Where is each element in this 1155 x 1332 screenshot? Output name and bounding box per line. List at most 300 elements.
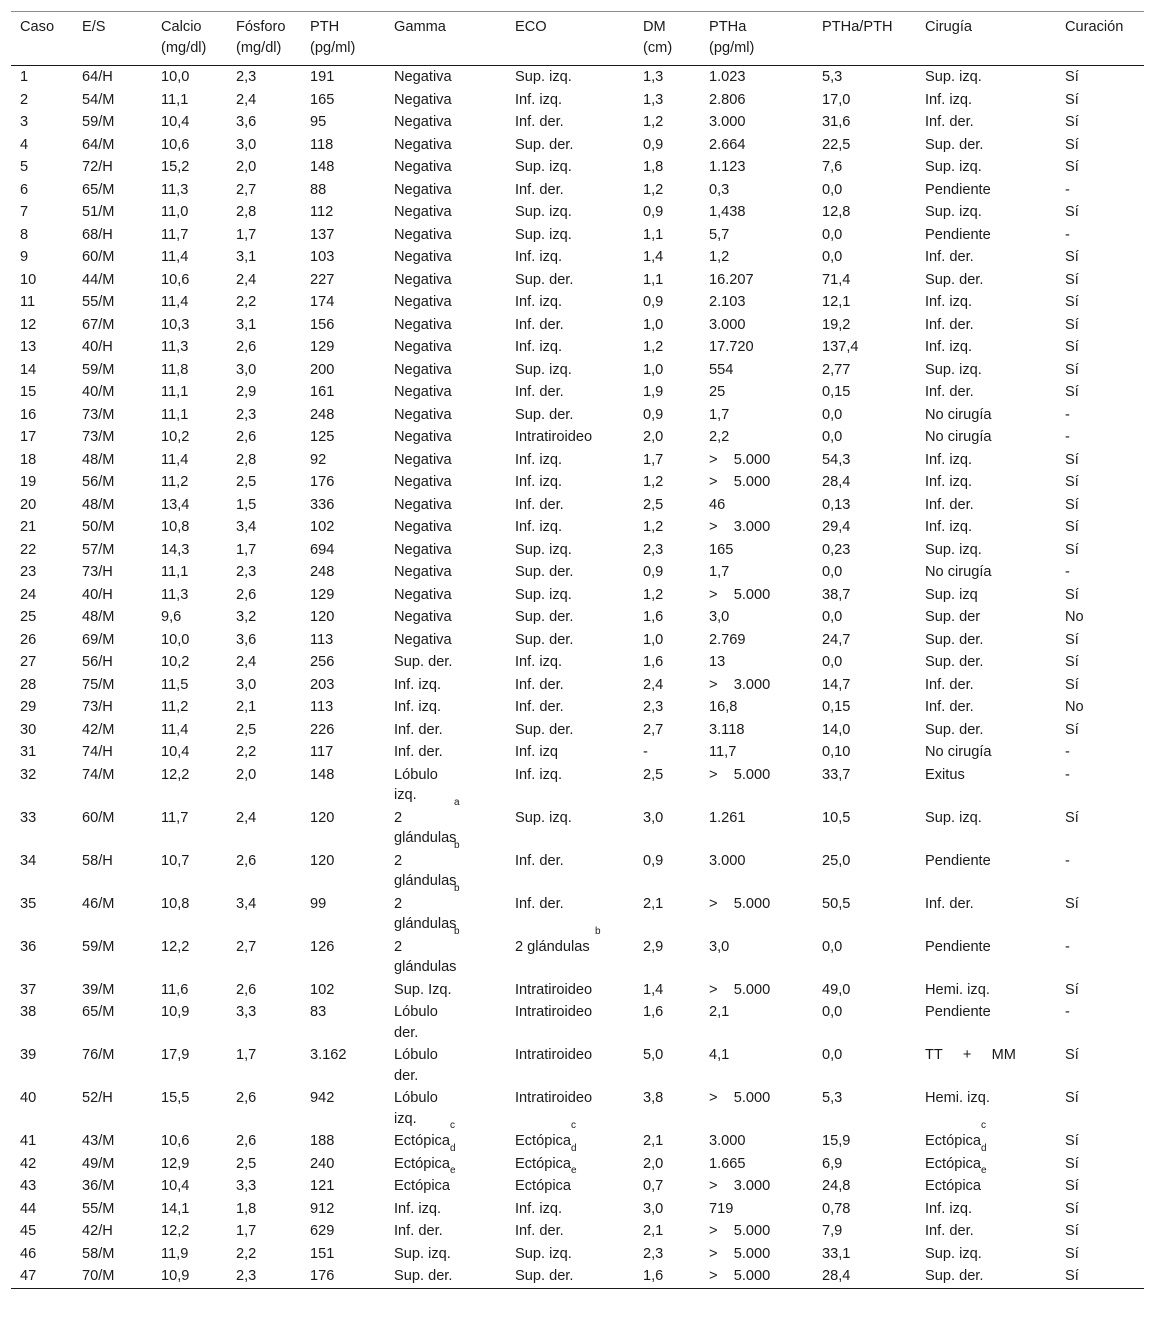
cell-gamma: Negativa (394, 384, 452, 400)
cell-ptha: > 5.000 (709, 1090, 771, 1106)
cell-curacion: Sí (1065, 249, 1079, 265)
cell-dm: 2,7 (643, 721, 664, 738)
cell-ptha: > 5.000 (709, 766, 771, 783)
cell-calcio: 11,6 (161, 981, 189, 998)
cell-caso: 40 (20, 1090, 37, 1106)
cell-curacion: Sí (1065, 1047, 1079, 1063)
cell-calcio: 10,6 (161, 136, 190, 153)
cell-fosforo: 2,7 (236, 938, 257, 955)
table-header (11, 12, 1144, 66)
cell-ratio: 38,7 (822, 586, 851, 603)
cell-dm: 1,6 (643, 1004, 664, 1020)
cell-cirugia: Inf. der. (925, 114, 974, 130)
cell-caso: 1 (20, 69, 29, 85)
cell-curacion: Sí (1065, 1223, 1079, 1239)
cell-fosforo: 3,0 (236, 136, 257, 153)
cell-ptha: 11,7 (709, 744, 737, 760)
table-row (11, 1087, 1144, 1130)
cell-dm: 1,7 (643, 451, 664, 468)
cell-calcio: 10,4 (161, 1178, 190, 1194)
column-unit: (mg/dl) (236, 40, 282, 56)
cell-eco: Inf. der. (515, 384, 564, 400)
cell-fosforo: 1,5 (236, 496, 257, 513)
cell-calcio: 13,4 (161, 496, 190, 513)
table-row (11, 1130, 1144, 1153)
cell-es: 67/M (82, 316, 115, 333)
cell-pth: 102 (310, 519, 335, 535)
cell-gamma: Negativa (394, 181, 452, 198)
cell-calcio: 10,7 (161, 852, 190, 869)
cell-ptha: > 3.000 (709, 676, 771, 693)
table-row (11, 66, 1144, 89)
cell-gamma: Negativa (394, 564, 452, 580)
cell-gamma: 2 glándulas$^b$ (394, 925, 460, 975)
column-header-fosforo (227, 12, 301, 66)
table-row (11, 449, 1144, 472)
cell-curacion: Sí (1065, 69, 1079, 85)
cell-curacion: Sí (1065, 895, 1079, 912)
cell-ptha: 165 (709, 541, 734, 558)
cell-caso: 31 (20, 744, 37, 760)
cell-curacion: Sí (1065, 1268, 1079, 1284)
cell-pth: 912 (310, 1200, 335, 1217)
table-row (11, 494, 1144, 517)
cell-ptha: 3,0 (709, 938, 730, 955)
cell-caso: 39 (20, 1047, 37, 1063)
cell-gamma: Lóbulo izq. (394, 766, 438, 803)
cell-caso: 27 (20, 654, 37, 670)
cell-fosforo: 2,4 (236, 809, 257, 826)
cell-pth: 3.162 (310, 1047, 347, 1063)
cell-caso: 7 (20, 204, 29, 220)
cell-gamma: Inf. izq. (394, 1200, 442, 1217)
cell-ratio: 49,0 (822, 981, 851, 998)
cell-es: 75/M (82, 676, 115, 693)
table-row (11, 629, 1144, 652)
cell-curacion: Sí (1065, 91, 1079, 108)
cell-eco: Sup. izq. (515, 69, 572, 85)
cell-fosforo: 3,3 (236, 1004, 257, 1020)
cell-caso: 22 (20, 541, 37, 558)
cell-dm: 0,9 (643, 406, 664, 423)
cell-ratio: 24,7 (822, 631, 851, 648)
cell-fosforo: 3,4 (236, 519, 257, 535)
cell-es: 64/M (82, 136, 115, 153)
cell-dm: 0,9 (643, 564, 664, 580)
cell-es: 73/M (82, 429, 115, 445)
cell-ratio: 17,0 (822, 91, 851, 108)
cell-eco: Inf. izq. (515, 519, 563, 535)
cell-calcio: 10,6 (161, 271, 190, 288)
cell-gamma: Lóbulo izq. (394, 1090, 438, 1127)
cell-cirugia: Hemi. izq. (925, 1090, 990, 1106)
column-header-gamma (385, 12, 506, 66)
cell-eco: Inf. der. (515, 181, 564, 198)
cell-dm: 2,0 (643, 429, 664, 445)
cell-caso: 38 (20, 1004, 37, 1020)
cell-fosforo: 2,3 (236, 564, 257, 580)
cell-gamma: Sup. der. (394, 654, 453, 670)
cell-eco: Intratiroideo (515, 1090, 593, 1106)
cell-curacion: No (1065, 699, 1084, 715)
results-table-container (11, 11, 1144, 1289)
cell-cirugia: Sup. der. (925, 1268, 984, 1284)
cell-caso: 6 (20, 181, 29, 198)
cell-caso: 25 (20, 609, 37, 625)
column-label: Fósforo (236, 19, 286, 35)
cell-cirugia: Sup. der. (925, 654, 984, 670)
cell-fosforo: 2,0 (236, 766, 257, 783)
cell-dm: 1,3 (643, 91, 664, 108)
table-row (11, 179, 1144, 202)
cell-pth: 129 (310, 339, 335, 355)
cell-dm: 3,0 (643, 809, 664, 826)
cell-pth: 629 (310, 1223, 335, 1239)
cell-ptha: 4,1 (709, 1047, 730, 1063)
cell-cirugia: No cirugía (925, 744, 992, 760)
cell-calcio: 11,3 (161, 339, 189, 355)
cell-ptha: 2.664 (709, 136, 746, 153)
cell-ratio: 0,0 (822, 1047, 843, 1063)
cell-dm: 5,0 (643, 1047, 664, 1063)
cell-fosforo: 2,6 (236, 981, 257, 998)
cell-eco: Inf. izq. (515, 1200, 563, 1217)
cell-pth: 226 (310, 721, 335, 738)
table-row (11, 156, 1144, 179)
cell-caso: 35 (20, 895, 37, 912)
cell-calcio: 11,7 (161, 809, 189, 826)
cell-caso: 14 (20, 361, 37, 378)
cell-ptha: 1,438 (709, 204, 746, 220)
footnote-marker: b (454, 839, 460, 851)
cell-es: 60/M (82, 249, 115, 265)
cell-ptha: 16.207 (709, 271, 754, 288)
cell-es: 59/M (82, 361, 115, 378)
cell-ratio: 0,0 (822, 429, 843, 445)
table-row (11, 674, 1144, 697)
cell-ratio: 5,3 (822, 1090, 843, 1106)
table-row (11, 606, 1144, 629)
cell-es: 58/H (82, 852, 113, 869)
cell-eco: Sup. izq. (515, 809, 572, 826)
cell-gamma: Negativa (394, 204, 452, 220)
cell-gamma: Negativa (394, 339, 452, 355)
cell-ptha: 17.720 (709, 339, 754, 355)
cell-ptha: > 5.000 (709, 474, 771, 490)
cell-ptha: 1.261 (709, 809, 746, 826)
cell-fosforo: 3,4 (236, 895, 257, 912)
table-row (11, 269, 1144, 292)
cell-ratio: 0,15 (822, 699, 851, 715)
cell-gamma: Negativa (394, 429, 452, 445)
cell-caso: 32 (20, 766, 37, 783)
cell-caso: 9 (20, 249, 29, 265)
cell-fosforo: 1,8 (236, 1200, 257, 1217)
cell-caso: 29 (20, 699, 37, 715)
cell-cirugia: Sup. der. (925, 136, 984, 153)
cell-es: 65/M (82, 1004, 115, 1020)
cell-ratio: 29,4 (822, 519, 851, 535)
cell-gamma: Negativa (394, 69, 452, 85)
cell-calcio: 15,2 (161, 159, 190, 175)
cell-dm: 1,3 (643, 69, 664, 85)
cell-calcio: 10,2 (161, 429, 190, 445)
cell-fosforo: 3,6 (236, 114, 257, 130)
cell-pth: 113 (310, 631, 334, 648)
cell-dm: 0,7 (643, 1178, 664, 1194)
cell-curacion: Sí (1065, 316, 1079, 333)
cell-cirugia: No cirugía (925, 429, 992, 445)
cell-dm: 0,9 (643, 852, 664, 869)
header-row (11, 12, 1144, 66)
cell-es: 64/H (82, 69, 113, 85)
table-row (11, 1220, 1144, 1243)
cell-caso: 26 (20, 631, 37, 648)
cell-pth: 120 (310, 809, 335, 826)
cell-pth: 156 (310, 316, 335, 333)
cell-caso: 19 (20, 474, 37, 490)
cell-pth: 248 (310, 564, 335, 580)
cell-fosforo: 3,3 (236, 1178, 257, 1194)
cell-curacion: - (1065, 744, 1070, 760)
cell-ptha: 3.000 (709, 316, 746, 333)
cell-eco: Inf. der. (515, 496, 564, 513)
cell-calcio: 12,2 (161, 1223, 190, 1239)
cell-dm: 2,5 (643, 766, 664, 783)
cell-dm: 1,4 (643, 249, 664, 265)
cell-curacion: Sí (1065, 541, 1079, 558)
cell-ratio: 28,4 (822, 474, 851, 490)
cell-curacion: Sí (1065, 586, 1079, 603)
table-row (11, 651, 1144, 674)
cell-es: 51/M (82, 204, 115, 220)
table-row (11, 979, 1144, 1002)
cell-cirugia: Sup. der. (925, 721, 984, 738)
cell-es: 74/H (82, 744, 113, 760)
cell-cirugia: Sup. der (925, 609, 981, 625)
cell-pth: 942 (310, 1090, 335, 1106)
footnote-marker: c (570, 1120, 576, 1131)
cell-ratio: 24,8 (822, 1178, 851, 1194)
cell-calcio: 11,9 (161, 1245, 189, 1262)
cell-calcio: 11,3 (161, 181, 189, 198)
cell-dm: 1,2 (643, 474, 664, 490)
cell-pth: 121 (310, 1178, 335, 1194)
cell-caso: 46 (20, 1245, 37, 1262)
cell-dm: 1,9 (643, 384, 664, 400)
cell-es: 76/M (82, 1047, 115, 1063)
cell-ptha: 1,7 (709, 406, 730, 423)
cell-calcio: 17,9 (161, 1047, 190, 1063)
cell-ratio: 54,3 (822, 451, 851, 468)
cell-es: 52/H (82, 1090, 113, 1106)
column-header-calcio (152, 12, 227, 66)
cell-es: 39/M (82, 981, 115, 998)
cell-eco: Sup. izq. (515, 541, 572, 558)
cell-fosforo: 3,6 (236, 631, 257, 648)
cell-caso: 23 (20, 564, 37, 580)
cell-curacion: - (1065, 938, 1070, 955)
cell-ptha: 13 (709, 654, 726, 670)
cell-ptha: 719 (709, 1200, 734, 1217)
column-label: PTHa/PTH (822, 19, 893, 35)
cell-ratio: 5,3 (822, 69, 843, 85)
cell-es: 58/M (82, 1245, 115, 1262)
cell-eco: Sup. der. (515, 271, 574, 288)
cell-fosforo: 2,6 (236, 1133, 257, 1149)
cell-gamma: Inf. izq. (394, 699, 442, 715)
footnote-marker: a (454, 796, 460, 808)
cell-dm: 1,0 (643, 361, 664, 378)
cell-eco: Sup. izq. (515, 1245, 572, 1262)
cell-fosforo: 1,7 (236, 1047, 257, 1063)
cell-pth: 125 (310, 429, 335, 445)
footnote-marker: e (980, 1165, 987, 1176)
cell-ratio: 28,4 (822, 1268, 851, 1284)
cell-curacion: Sí (1065, 1090, 1079, 1106)
cell-calcio: 10,4 (161, 744, 190, 760)
cell-calcio: 11,4 (161, 294, 189, 310)
column-label: Caso (20, 19, 55, 35)
cell-ratio: 0,0 (822, 406, 843, 423)
cell-caso: 10 (20, 271, 37, 288)
cell-calcio: 14,3 (161, 541, 190, 558)
column-unit: (pg/ml) (310, 40, 356, 56)
cell-caso: 42 (20, 1155, 37, 1172)
cell-eco: Inf. izq. (515, 451, 563, 468)
cell-fosforo: 2,5 (236, 1155, 257, 1172)
cell-ptha: 1.023 (709, 69, 746, 85)
cell-eco: Intratiroideo (515, 1004, 593, 1020)
cell-ratio: 7,9 (822, 1223, 843, 1239)
cell-eco: Sup. izq. (515, 226, 572, 243)
cell-ptha: 1,7 (709, 564, 730, 580)
column-header-caso (11, 12, 73, 66)
cell-calcio: 11,5 (161, 676, 189, 693)
cell-gamma: Inf. der. (394, 744, 443, 760)
cell-pth: 176 (310, 474, 335, 490)
cell-pth: 174 (310, 294, 335, 310)
cell-gamma: Negativa (394, 519, 452, 535)
table-row (11, 696, 1144, 719)
cell-pth: 176 (310, 1268, 335, 1284)
cell-caso: 3 (20, 114, 29, 130)
cell-ratio: 2,77 (822, 361, 851, 378)
column-unit: (cm) (643, 40, 673, 56)
cell-fosforo: 3,1 (236, 249, 257, 265)
cell-gamma: Negativa (394, 541, 452, 558)
cell-cirugia: No cirugía (925, 406, 992, 423)
cell-fosforo: 2,5 (236, 721, 257, 738)
cell-cirugia: Inf. izq. (925, 91, 973, 108)
cell-ratio: 71,4 (822, 271, 851, 288)
table-row (11, 111, 1144, 134)
table-body (11, 66, 1144, 1289)
cell-dm: 2,1 (643, 1223, 664, 1239)
cell-gamma: Negativa (394, 474, 452, 490)
footnote-marker: e (449, 1165, 456, 1176)
cell-cirugia: Sup. izq. (925, 541, 982, 558)
cell-calcio: 11,1 (161, 91, 189, 108)
footnote-marker: c (980, 1120, 986, 1131)
cell-es: 48/M (82, 496, 115, 513)
cell-pth: 191 (310, 69, 335, 85)
footnote-marker: b (454, 882, 460, 894)
cell-calcio: 11,7 (161, 226, 189, 243)
cell-cirugia: Inf. der. (925, 676, 974, 693)
cell-dm: 1,1 (643, 271, 664, 288)
cell-es: 59/M (82, 114, 115, 130)
cell-ratio: 7,6 (822, 159, 843, 175)
cell-fosforo: 2,7 (236, 181, 257, 198)
cell-eco: Sup. izq. (515, 159, 572, 175)
cell-fosforo: 2,2 (236, 1245, 257, 1262)
cell-calcio: 12,9 (161, 1155, 190, 1172)
cell-ptha: 2.806 (709, 91, 746, 108)
column-unit: (pg/ml) (709, 40, 755, 56)
cell-curacion: Sí (1065, 496, 1079, 513)
cell-pth: 117 (310, 744, 334, 760)
cell-caso: 20 (20, 496, 37, 513)
cell-curacion: Sí (1065, 676, 1079, 693)
cell-caso: 13 (20, 339, 37, 355)
cell-dm: 3,0 (643, 1200, 664, 1217)
cell-ratio: 10,5 (822, 809, 851, 826)
table-row (11, 1153, 1144, 1176)
table-row (11, 561, 1144, 584)
cell-fosforo: 2,2 (236, 744, 257, 760)
cell-caso: 5 (20, 159, 29, 175)
table-row (11, 471, 1144, 494)
cell-cirugia: Pendiente (925, 1004, 991, 1020)
cell-ratio: 33,7 (822, 766, 851, 783)
cell-es: 42/H (82, 1223, 113, 1239)
cell-pth: 165 (310, 91, 335, 108)
cell-cirugia: Sup. izq. (925, 1245, 982, 1262)
cell-fosforo: 3,0 (236, 361, 257, 378)
cell-cirugia: Inf. der. (925, 316, 974, 333)
cell-es: 56/M (82, 474, 115, 490)
cell-curacion: Sí (1065, 631, 1079, 648)
cell-dm: - (643, 744, 648, 760)
cell-cirugia: Hemi. izq. (925, 981, 990, 998)
cell-pth: 95 (310, 114, 327, 130)
cell-cirugia: Ectópica$^c$ (925, 1120, 986, 1149)
cell-curacion: - (1065, 564, 1070, 580)
cell-ptha: > 5.000 (709, 981, 771, 998)
cell-caso: 44 (20, 1200, 37, 1217)
cell-dm: 2,9 (643, 938, 664, 955)
cell-dm: 1,0 (643, 316, 664, 333)
cell-eco: Inf. izq. (515, 766, 563, 783)
cell-dm: 1,6 (643, 1268, 664, 1284)
cell-ptha: 5,7 (709, 226, 730, 243)
column-label: PTH (310, 19, 340, 35)
cell-curacion: - (1065, 181, 1070, 198)
cell-curacion: No (1065, 609, 1084, 625)
cell-dm: 1,1 (643, 226, 664, 243)
cell-ptha: 2.103 (709, 294, 746, 310)
cell-ptha: 16,8 (709, 699, 738, 715)
cell-eco: Intratiroideo (515, 981, 593, 998)
cell-calcio: 11,4 (161, 721, 189, 738)
cell-calcio: 10,9 (161, 1004, 190, 1020)
cell-eco: Inf. izq. (515, 654, 563, 670)
cell-caso: 33 (20, 809, 37, 826)
cell-eco: Ectópica$^c$ (515, 1120, 576, 1149)
cell-gamma: Negativa (394, 406, 452, 423)
cell-ratio: 0,0 (822, 564, 843, 580)
